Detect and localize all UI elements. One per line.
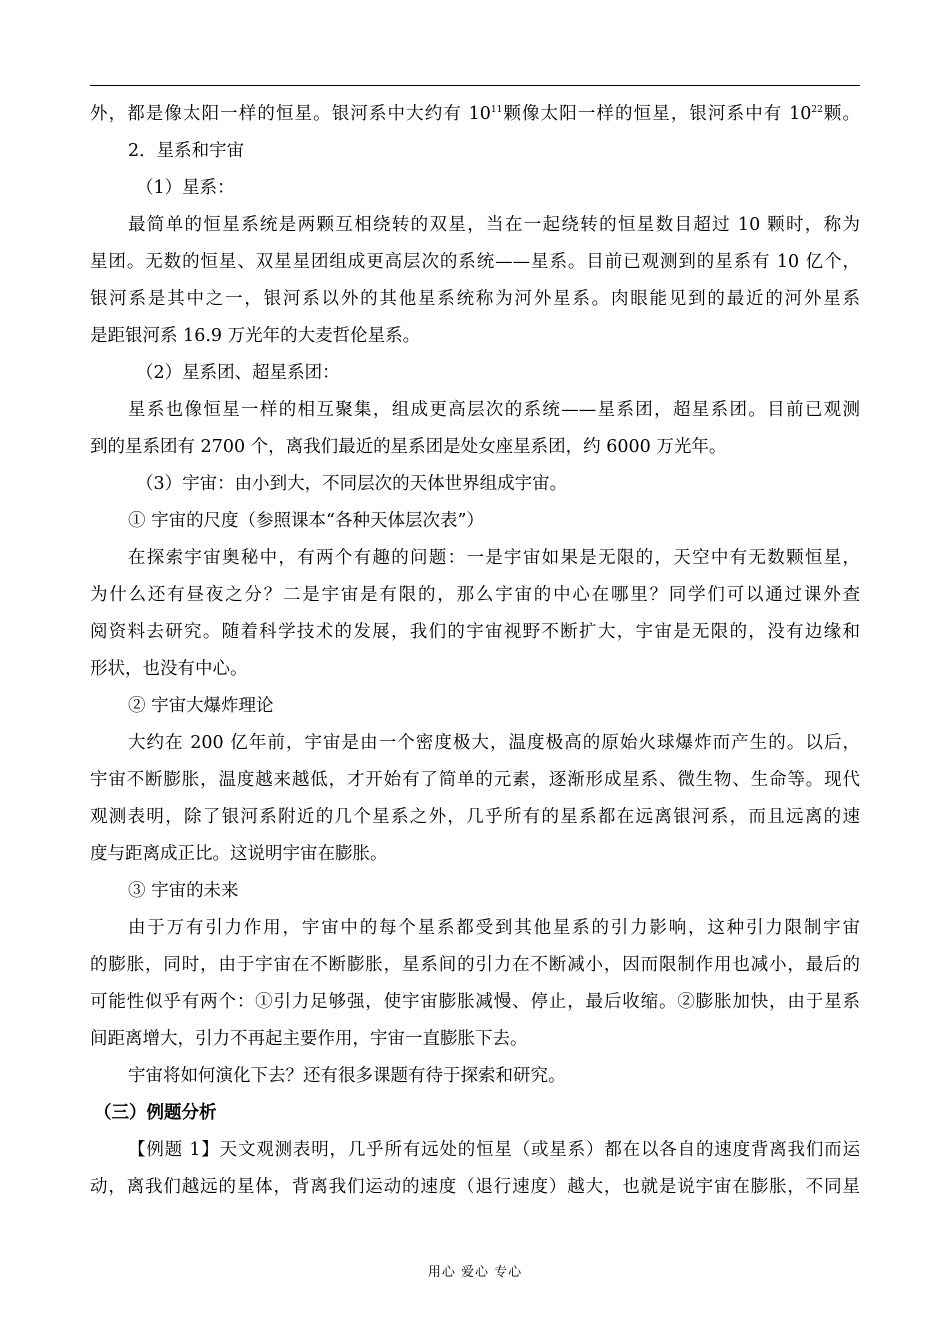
paragraph-line: 大约在 200 亿年前，宇宙是由一个密度极大，温度极高的原始火球爆炸而产生的。以后， <box>128 733 860 753</box>
paragraph-line: 到的星系团有 2700 个，离我们最近的星系团是处女座星系团，约 6000 万光年。 <box>90 437 727 457</box>
text-run: 颗。 <box>822 104 860 124</box>
paragraph-line: 宇宙将如何演化下去？还有很多课题有待于探索和研究。 <box>128 1066 566 1086</box>
paragraph-line: 星团。无数的恒星、双星星团组成更高层次的系统——星系。目前已观测到的星系有 10 亿个， <box>90 252 860 272</box>
section-heading-2: 2．星系和宇宙 <box>128 141 245 161</box>
subsection-heading-galaxy: （1）星系： <box>136 178 235 198</box>
subsection-heading-universe: （3）宇宙：由小到大，不同层次的天体世界组成宇宙。 <box>136 474 568 494</box>
exponent: 22 <box>811 105 823 116</box>
paragraph-line: 为什么还有昼夜之分？二是宇宙是有限的，那么宇宙的中心在哪里？同学们可以通过课外查 <box>90 585 860 605</box>
paragraph-line: 由于万有引力作用，宇宙中的每个星系都受到其他星系的引力影响，这种引力限制宇宙 <box>128 918 860 938</box>
paragraph-line: 形状，也没有中心。 <box>90 659 248 679</box>
continued-paragraph-line <box>90 96 860 133</box>
example-line: 动，离我们越远的星体，背离我们运动的速度（退行速度）越大，也就是说宇宙在膨胀，不同星 <box>90 1177 860 1197</box>
paragraph-line: 间距离增大，引力不再起主要作用，宇宙一直膨胀下去。 <box>90 1029 528 1049</box>
paragraph-line: 银河系是其中之一，银河系以外的其他星系统称为河外星系。肉眼能见到的最近的河外星系 <box>90 289 860 309</box>
list-item-scale: ① 宇宙的尺度（参照课本“各种天体层次表”） <box>128 511 484 531</box>
paragraph-line: 的膨胀，同时，由于宇宙在不断膨胀，星系间的引力在不断减小，因而限制作用也减小，最后的 <box>90 955 860 975</box>
paragraph-line: 最简单的恒星系统是两颗互相绕转的双星，当在一起绕转的恒星数目超过 10 颗时，称为 <box>128 215 860 235</box>
paragraph-line: 星系也像恒星一样的相互聚集，组成更高层次的系统——星系团，超星系团。目前已观测 <box>128 400 860 420</box>
paragraph-line: 阅资料去研究。随着科学技术的发展，我们的宇宙视野不断扩大，宇宙是无限的，没有边缘和 <box>90 622 860 642</box>
header-rule <box>90 85 860 86</box>
paragraph-line: 度与距离成正比。这说明宇宙在膨胀。 <box>90 844 388 864</box>
paragraph-line: 宇宙不断膨胀，温度越来越低，才开始有了简单的元素，逐渐形成星系、微生物、生命等。现代 <box>90 770 860 790</box>
paragraph-line: 是距银河系 16.9 万光年的大麦哲伦星系。 <box>90 326 421 346</box>
exponent: 11 <box>490 105 503 116</box>
example-line <box>90 1132 860 1169</box>
list-item-future: ③ 宇宙的未来 <box>128 881 239 901</box>
example-tag: 【例题 1】 <box>128 1140 220 1160</box>
section-heading-examples: （三）例题分析 <box>94 1103 217 1123</box>
paragraph-line: 可能性似乎有两个：①引力足够强，使宇宙膨胀减慢、停止，最后收缩。②膨胀加快，由于星系 <box>90 992 860 1012</box>
page-footer: 用心 爱心 专心 <box>427 1265 523 1280</box>
text-run: 外，都是像太阳一样的恒星。银河系中大约有 10 <box>90 104 491 124</box>
paragraph-line: 观测表明，除了银河系附近的几个星系之外，几乎所有的星系都在远离银河系，而且远离的速 <box>90 807 860 827</box>
text-run: 颗像太阳一样的恒星，银河系中有 10 <box>502 104 812 124</box>
document-body <box>90 96 860 1206</box>
list-item-big-bang: ② 宇宙大爆炸理论 <box>128 696 274 716</box>
paragraph-line: 在探索宇宙奥秘中，有两个有趣的问题：一是宇宙如果是无限的，天空中有无数颗恒星， <box>128 548 860 568</box>
text-run: 天文观测表明，几乎所有远处的恒星（或星系）都在以各自的速度背离我们而运 <box>219 1140 860 1160</box>
subsection-heading-clusters: （2）星系团、超星系团： <box>136 363 340 383</box>
